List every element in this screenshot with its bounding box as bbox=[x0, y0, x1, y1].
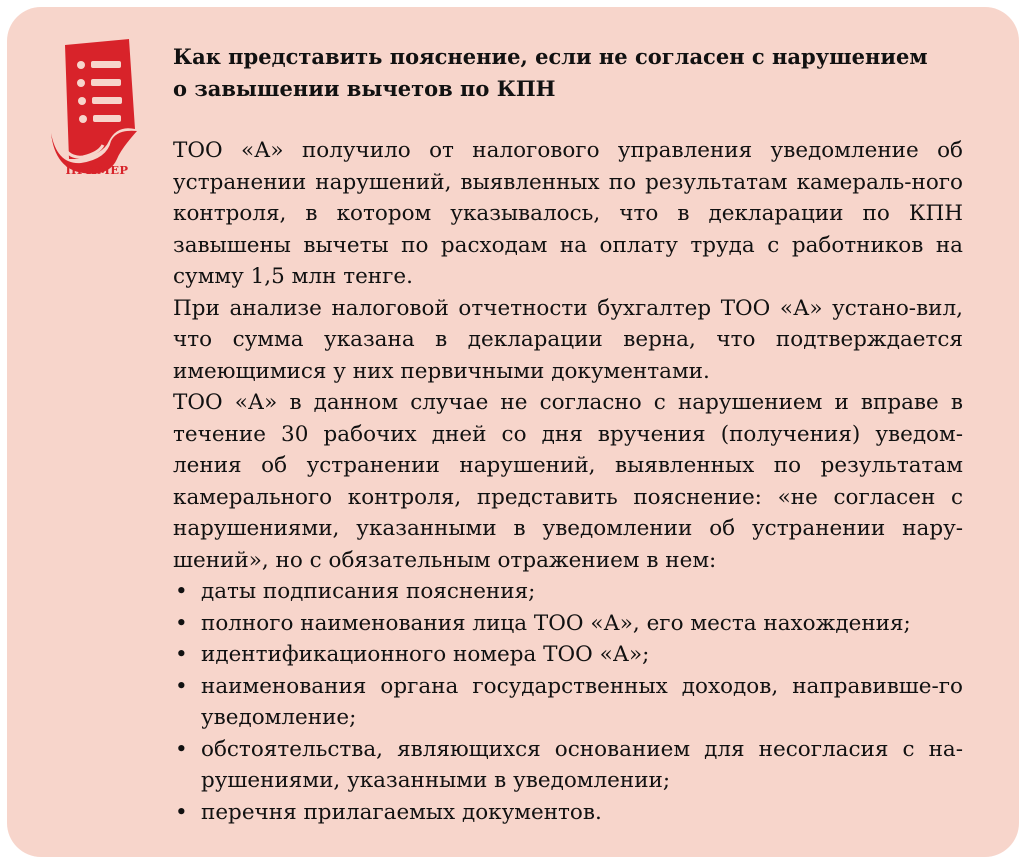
bullet-marker: • bbox=[175, 610, 188, 636]
list-item-text: перечня прилагаемых документов. bbox=[201, 799, 602, 825]
paragraph-1: ТОО «А» получило от налогового управления уведомление об устранении нарушений, выявленных по результатам камераль-ного контроля, в котором указывалось, что в декларации по КПН завышены вычеты по расходам на оплату труда с работников на сумму 1,5 млн тенге. bbox=[173, 138, 963, 289]
list-item-text: идентификационного номера ТОО «А»; bbox=[201, 642, 650, 667]
list-item bbox=[173, 639, 963, 671]
bullet-marker: • bbox=[175, 799, 188, 825]
list-item-text: наименования органа государственных доходов, направивше-го уведомление; bbox=[201, 673, 963, 730]
list-item-text: полного наименования лица ТОО «А», его места нахождения; bbox=[201, 610, 911, 636]
paragraph-2: При анализе налоговой отчетности бухгалтер ТОО «А» устано-вил, что сумма указана в декларации верна, что подтверждается имеющимися у них первичными документами. bbox=[173, 295, 963, 384]
list-item-text: обстоятельства, являющихся основанием для несогласия с на-рушениями, указанными в уведомлении; bbox=[201, 736, 963, 793]
paragraph-3: ТОО «А» в данном случае не согласно с нарушением и вправе в течение 30 рабочих дней со дня вручения (получения) уведом-ления об устранении нарушений, выявленных по результатам камерального контроля, представить пояснение: «не согласен с нарушениями, указанными в уведомлении об устранении нару-шений», но с обязательным отражением в нем: bbox=[173, 390, 963, 573]
list-item bbox=[173, 671, 963, 734]
bullet-marker: • bbox=[175, 642, 188, 667]
example-title bbox=[173, 41, 963, 105]
example-card bbox=[7, 7, 1019, 857]
example-content bbox=[173, 41, 963, 828]
list-item-text: даты подписания пояснения; bbox=[201, 579, 536, 604]
example-badge-label: ПРИМЕР bbox=[65, 163, 129, 177]
list-item bbox=[173, 608, 963, 640]
title-line-1: Как представить пояснение, если не согласен с нарушением bbox=[173, 44, 928, 69]
bullet-marker: • bbox=[175, 579, 188, 604]
requirements-list bbox=[173, 576, 963, 828]
list-item bbox=[173, 576, 963, 608]
list-item bbox=[173, 734, 963, 797]
bullet-marker: • bbox=[175, 736, 188, 762]
list-item bbox=[173, 797, 963, 829]
bullet-marker: • bbox=[175, 673, 188, 699]
title-line-2: о завышении вычетов по КПН bbox=[173, 76, 556, 101]
